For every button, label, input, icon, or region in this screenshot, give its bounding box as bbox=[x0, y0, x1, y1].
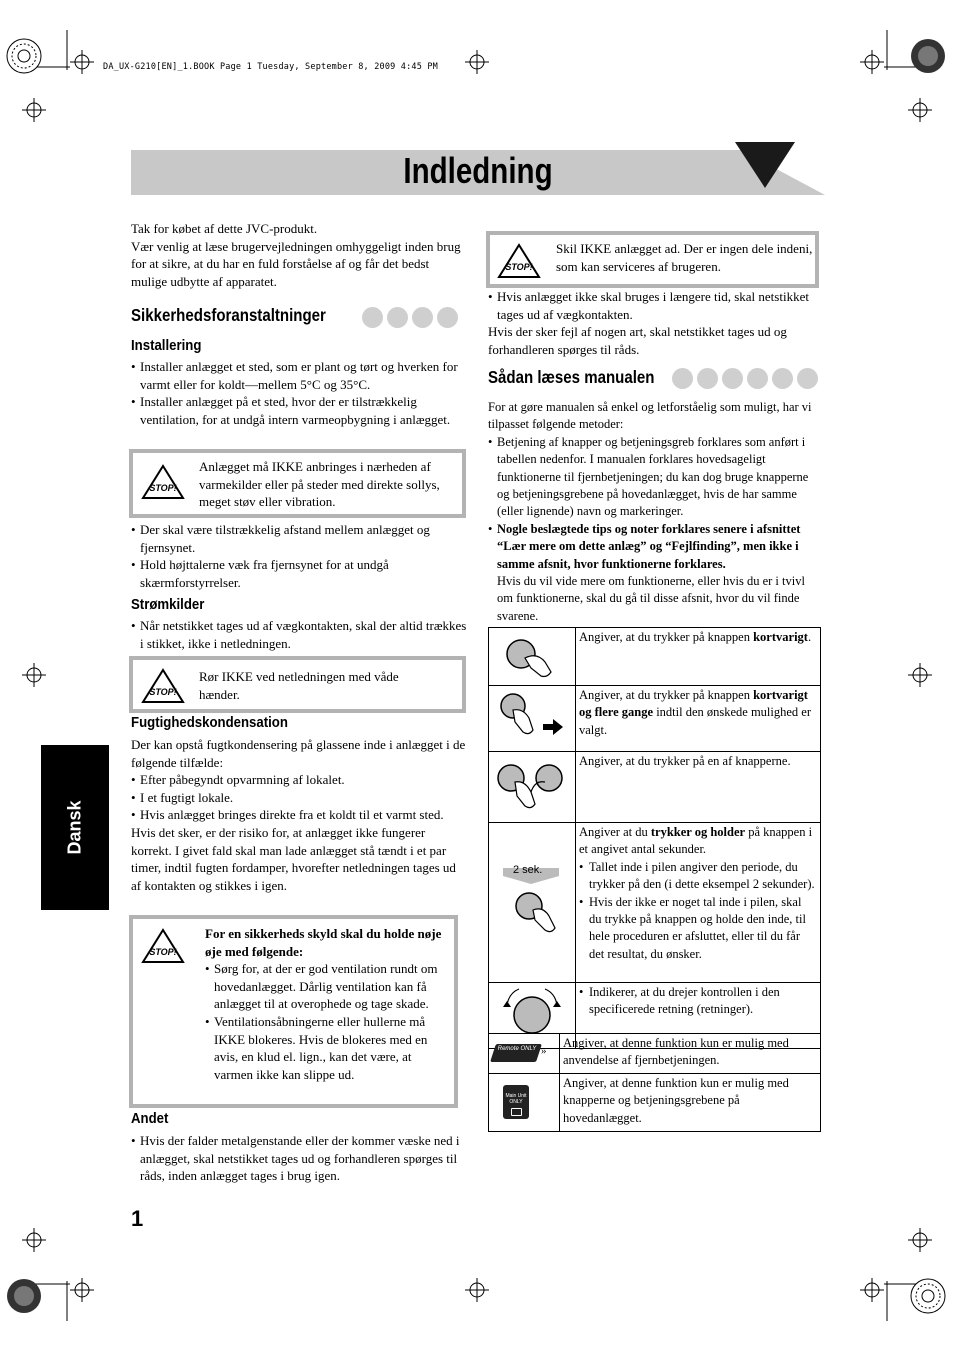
legend-text: . bbox=[807, 630, 812, 644]
press-button-icon bbox=[489, 628, 575, 680]
legend-table bbox=[488, 627, 821, 1049]
ventilation-content bbox=[205, 925, 451, 1083]
remote-only-icon bbox=[493, 1042, 553, 1064]
table-row bbox=[489, 823, 821, 983]
howto-item2-bold: Nogle beslægtede tips og noter forklares senere i afsnittet “Lær mere om dette anlæg” og “Fejlfinding”, men ikke i samme afsnit, hvor funktionerne forklares. bbox=[497, 521, 801, 571]
table-row bbox=[489, 752, 821, 823]
legend-desc: Angiver, at du trykker på en af knapperne. bbox=[576, 752, 821, 823]
legend-desc bbox=[576, 823, 821, 983]
howto-body bbox=[488, 399, 822, 625]
moisture-body bbox=[131, 736, 467, 894]
installing-heading: Installering bbox=[131, 337, 202, 354]
legend-bold: trykker og holder bbox=[650, 825, 746, 839]
legend-list bbox=[579, 984, 816, 1019]
heading-dots bbox=[672, 368, 818, 389]
list-item: • Hvis der falder metalgenstande eller der kommer væske ned i anlægget, skal netstikket tages ud og forhandleren spørges til råds, inden anlægget tages i brug igen. bbox=[131, 1132, 467, 1185]
table-row bbox=[489, 1073, 821, 1131]
stop-label: STOP! bbox=[149, 687, 177, 697]
list-item: • Tallet inde i pilen angiver den periode, du trykker på den (i dette eksempel 2 sekunder). bbox=[579, 859, 816, 894]
legend-table-2 bbox=[488, 1033, 821, 1132]
legend-text: Angiver, at du trykker på knappen bbox=[579, 688, 754, 702]
legend-bold: kortvarigt og flere gange bbox=[579, 688, 808, 720]
press-hold-icon-wrap bbox=[489, 858, 575, 948]
list-item: • Efter påbegyndt opvarmning af lokalet. bbox=[131, 771, 467, 789]
legend-icon-cell bbox=[489, 823, 576, 983]
list-item: • Der skal være tilstrækkelig afstand mellem anlægget og fjernsynet. bbox=[131, 521, 467, 556]
legend-text: Angiver at du bbox=[579, 825, 651, 839]
list-item: • Når netstikket tages ud af vægkontakten, skal der altid trækkes i stikket, ikke i netledningen. bbox=[131, 617, 467, 652]
list-item: • Hold højttalerne væk fra fjernsynet for at undgå skærmforstyrrelser. bbox=[131, 556, 467, 591]
other-heading: Andet bbox=[131, 1110, 169, 1127]
intro-line-2: Vær venlig at læse brugervejledningen omhyggeligt inden brug for at sikre, at du har en fuld forståelse af og får det bedst mulige udbytte af apparatet. bbox=[131, 238, 461, 289]
moisture-heading: Fugtighedskondensation bbox=[131, 714, 288, 731]
other-list bbox=[131, 1132, 467, 1185]
remote-only-label: Remote ONLY bbox=[497, 1046, 537, 1053]
moisture-list bbox=[131, 771, 467, 824]
stop-warning-icon bbox=[141, 464, 185, 500]
list-item: • Indikerer, at du drejer kontrollen i den specificerede retning (retninger). bbox=[579, 984, 816, 1019]
legend-icon-cell bbox=[489, 1073, 560, 1131]
seconds-label: 2 sek. bbox=[513, 863, 543, 876]
page-title: Indledning bbox=[403, 150, 553, 191]
right-text: Hvis der sker fejl af nogen art, skal netstikket tages ud og forhandleren spørges til råds. bbox=[488, 324, 787, 357]
ventilation-list bbox=[205, 960, 451, 1083]
legend-icon-cell bbox=[489, 628, 576, 686]
legend-desc: Angiver, at denne funktion kun er mulig med anvendelse af fjernbetjeningen. bbox=[560, 1034, 821, 1074]
safety-heading: Sikkerhedsforanstaltninger bbox=[131, 305, 326, 325]
press-repeatedly-icon bbox=[489, 686, 575, 746]
warning-text: Rør IKKE ved netledningen med våde hænder. bbox=[199, 669, 399, 702]
stop-warning-icon bbox=[141, 928, 185, 964]
table-row bbox=[489, 628, 821, 686]
stop-label: STOP! bbox=[149, 947, 177, 957]
list-item bbox=[488, 521, 822, 625]
main-unit-only-icon bbox=[503, 1085, 529, 1119]
table-row bbox=[489, 686, 821, 752]
list-item: • Betjening af knapper og betjeningsgreb forklares som anført i tabellen nedenfor. I manualen forklares hovedsageligt funktionerne til fjernbetjeningen; du kan dog bruge knapperne og betjeningsgrebene på hovedanlægget, hvis de har samme (eller lignende) navn og markeringer. bbox=[488, 434, 822, 521]
warning-text: Skil IKKE anlægget ad. Der er ingen dele indeni, som kan serviceres af brugeren. bbox=[556, 241, 813, 274]
legend-bold: kortvarigt bbox=[753, 630, 808, 644]
stop-warning-icon bbox=[497, 243, 541, 279]
list-item: • Installer anlægget et sted, som er plant og tørt og hverken for varmt eller for koldt—mellem 5°C og 35°C. bbox=[131, 358, 467, 393]
stop-warning-icon bbox=[141, 668, 185, 704]
legend-text: Angiver, at du trykker på knappen bbox=[579, 630, 754, 644]
legend-icon-cell bbox=[489, 1034, 560, 1074]
warning-text: Anlægget må IKKE anbringes i nærheden af varmekilder eller på steder med direkte sollys, meget støv eller vibration. bbox=[199, 459, 440, 510]
installing-list-2 bbox=[131, 521, 467, 591]
howto-item2-text: Hvis du vil vide mere om funktionerne, eller hvis du er i tvivl om funktionerne, skal du gå til disse afsnit, hvor du vil finde svarene. bbox=[497, 574, 805, 623]
legend-text: på knappen i et angivet antal sekunder. bbox=[579, 825, 813, 857]
legend-desc: Angiver, at denne funktion kun er mulig med knapperne og betjeningsgrebene på hovedanlægget. bbox=[560, 1073, 821, 1131]
language-tab-label: Dansk bbox=[64, 800, 85, 855]
moisture-text-2: Hvis det sker, er der risiko for, at anlægget ikke fungerer korrekt. I givet fald skal man lade anlægget stå tændt i et par timer, indtil fugten fordamper, hvorefter netledningen tages ud af kontakten og stikkes i igen. bbox=[131, 824, 456, 893]
main-unit-only-label: Main Unit ONLY bbox=[505, 1093, 527, 1106]
moisture-text: Der kan opstå fugtkondensering på glassene inde i anlægget i de følgende tilfælde: bbox=[131, 737, 466, 770]
intro-line-1: Tak for købet af dette JVC-produkt. bbox=[131, 221, 318, 236]
legend-icon-cell bbox=[489, 752, 576, 823]
intro-text bbox=[131, 220, 465, 290]
right-top-text bbox=[488, 288, 822, 358]
language-tab-label-wrap bbox=[41, 745, 109, 910]
table-row bbox=[489, 1034, 821, 1074]
howto-list bbox=[488, 434, 822, 625]
ventilation-heading: For en sikkerheds skyld skal du holde nøje øje med følgende: bbox=[205, 926, 442, 959]
list-item: • I et fugtigt lokale. bbox=[131, 789, 467, 807]
power-heading: Strømkilder bbox=[131, 596, 205, 613]
list-item: • Sørg for, at der er god ventilation rundt om hovedanlægget. Dårlig ventilation kan få anlægget til at overophede og tage skade. bbox=[205, 960, 451, 1013]
legend-desc bbox=[576, 628, 821, 686]
installing-list bbox=[131, 358, 467, 428]
heading-dots bbox=[362, 307, 458, 328]
list-item: • Hvis anlægget ikke skal bruges i længere tid, skal netstikket tages ud af vægkontakten. bbox=[488, 288, 822, 323]
howto-heading: Sådan læses manualen bbox=[488, 367, 655, 387]
stop-label: STOP! bbox=[149, 483, 177, 493]
list-item: • Installer anlægget på et sted, hvor der er tilstrækkelig ventilation, for at undgå intern varmeopbygning i anlægget. bbox=[131, 393, 467, 428]
legend-text: indtil den ønskede mulighed er valgt. bbox=[579, 705, 812, 737]
signal-icon: » bbox=[541, 1045, 547, 1058]
legend-icon-cell bbox=[489, 686, 576, 752]
print-header: DA_UX-G210[EN]_1.BOOK Page 1 Tuesday, September 8, 2009 4:45 PM bbox=[103, 62, 438, 72]
list-item: • Ventilationsåbningerne eller hullerne må IKKE blokeres. Hvis de blokeres med en avis, en klud el. lign., kan det være, at varmen ikke kan slippe ud. bbox=[205, 1013, 451, 1083]
page-number: 1 bbox=[131, 1206, 144, 1231]
legend-list bbox=[579, 859, 816, 963]
press-either-button-icon bbox=[489, 752, 575, 817]
stop-label: STOP! bbox=[505, 262, 533, 272]
list-item: • Hvis anlægget bringes direkte fra et koldt til et varmt sted. bbox=[131, 806, 467, 824]
howto-intro: For at gøre manualen så enkel og letforståelig som muligt, har vi tilpasset følgende metoder: bbox=[488, 400, 812, 432]
legend-desc bbox=[576, 686, 821, 752]
list-item: • Hvis der ikke er noget tal inde i pilen, skal du trykke på knappen og holde den inde, til hele proceduren er afsluttet, eller til du får det resultat, du ønsker. bbox=[579, 894, 816, 964]
power-list bbox=[131, 617, 467, 652]
